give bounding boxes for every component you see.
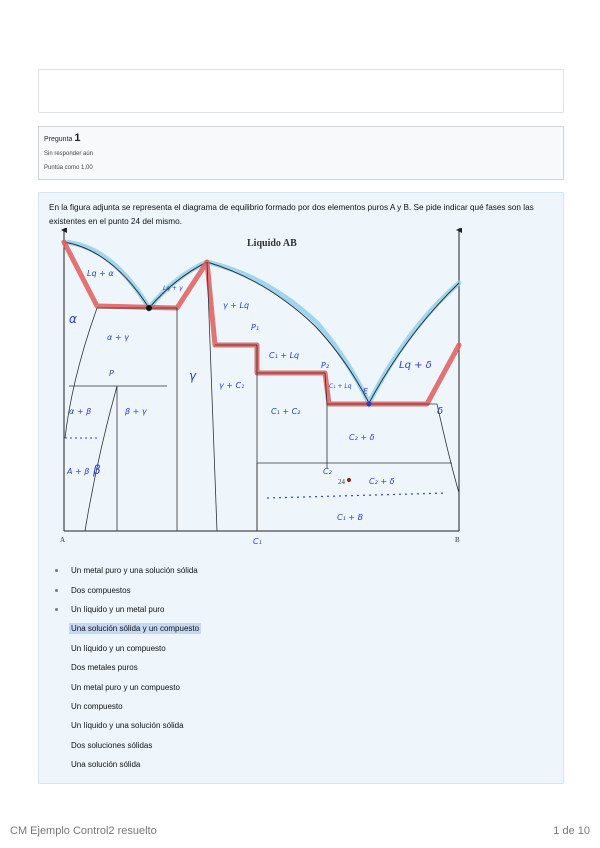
region-label: E <box>363 387 369 396</box>
diagram-title: Liquido AB <box>247 238 297 249</box>
question-label: Pregunta 1 <box>44 132 81 144</box>
footer-page-number: 1 de 10 <box>553 825 590 837</box>
region-label: α + γ <box>107 333 129 342</box>
answer-option[interactable]: Un líquido y un compuesto <box>71 643 166 653</box>
footer-document-title: CM Ejemplo Control2 resuelto <box>10 825 157 837</box>
answer-option-highlighted[interactable]: Una solución sólida y un compuesto <box>71 624 200 634</box>
question-grade: Puntúa como 1,00 <box>44 165 93 171</box>
answer-option[interactable]: Un líquido y una solución sólida <box>71 721 184 731</box>
region-label: Lq + α <box>87 269 114 278</box>
region-label: β <box>93 463 101 477</box>
answer-option[interactable]: Un líquido y un metal puro <box>69 600 201 619</box>
eutectic-point-e <box>367 402 372 407</box>
phase-diagram <box>57 228 477 548</box>
question-info-box <box>38 126 564 180</box>
liquidus-lines <box>64 242 459 403</box>
eutectic-point-1 <box>146 305 152 311</box>
region-label: γ + Lq <box>223 301 250 310</box>
question-state: Sin responder aún <box>44 151 94 157</box>
liquidus-blue <box>64 242 459 403</box>
region-label: δ <box>437 406 444 417</box>
solidus-red <box>64 242 459 404</box>
region-label: Lq + δ <box>399 360 432 371</box>
region-label: A + β <box>67 467 90 476</box>
region-label: C₂ <box>323 467 332 476</box>
question-formulation <box>38 192 564 784</box>
region-label: α + β <box>69 407 92 416</box>
answer-option[interactable]: Dos soluciones sólidas <box>71 740 153 750</box>
question-number: 1 <box>74 132 81 144</box>
region-label: C₁ + Lq <box>329 383 352 390</box>
region-label: Lq + γ <box>163 285 183 292</box>
region-label: α <box>69 312 77 326</box>
region-label: C₂ + δ <box>369 477 395 486</box>
region-label: γ <box>189 369 197 383</box>
question-text: En la figura adjunta se representa el diagrama de equilibrio formado por dos elementos puros A y B. Se pide indicar qué fases son las existentes en el punto 24 del mismo. <box>49 203 534 226</box>
region-label: P <box>109 369 114 378</box>
answer-list <box>69 561 201 774</box>
region-label: C₁ + C₂ <box>271 407 301 416</box>
region-label: γ + C₁ <box>219 381 245 390</box>
region-label: C₁ + B <box>337 513 364 522</box>
answer-option[interactable]: Un metal puro y una solución sólida <box>69 561 201 580</box>
region-label: P₂ <box>321 361 330 370</box>
answer-option[interactable]: Un compuesto <box>71 701 123 711</box>
region-label: C₁ + Lq <box>269 351 300 360</box>
point-24-label: 24 <box>338 478 345 486</box>
answer-option[interactable]: Un metal puro y un compuesto <box>71 682 180 692</box>
axis-mid-label: C₁ <box>253 537 262 546</box>
answer-option[interactable]: Dos compuestos <box>69 580 201 599</box>
region-label: β + γ <box>125 407 147 416</box>
header-blank-box <box>38 69 564 113</box>
answer-option[interactable]: Dos metales puros <box>71 663 138 673</box>
axis-left-label: A <box>60 536 66 544</box>
region-label: P₁ <box>251 323 260 332</box>
region-label: C₂ + δ <box>349 433 375 442</box>
axis-right-label: B <box>455 536 460 544</box>
answer-option[interactable]: Una solución sólida <box>71 760 141 770</box>
point-24-marker <box>347 478 351 482</box>
